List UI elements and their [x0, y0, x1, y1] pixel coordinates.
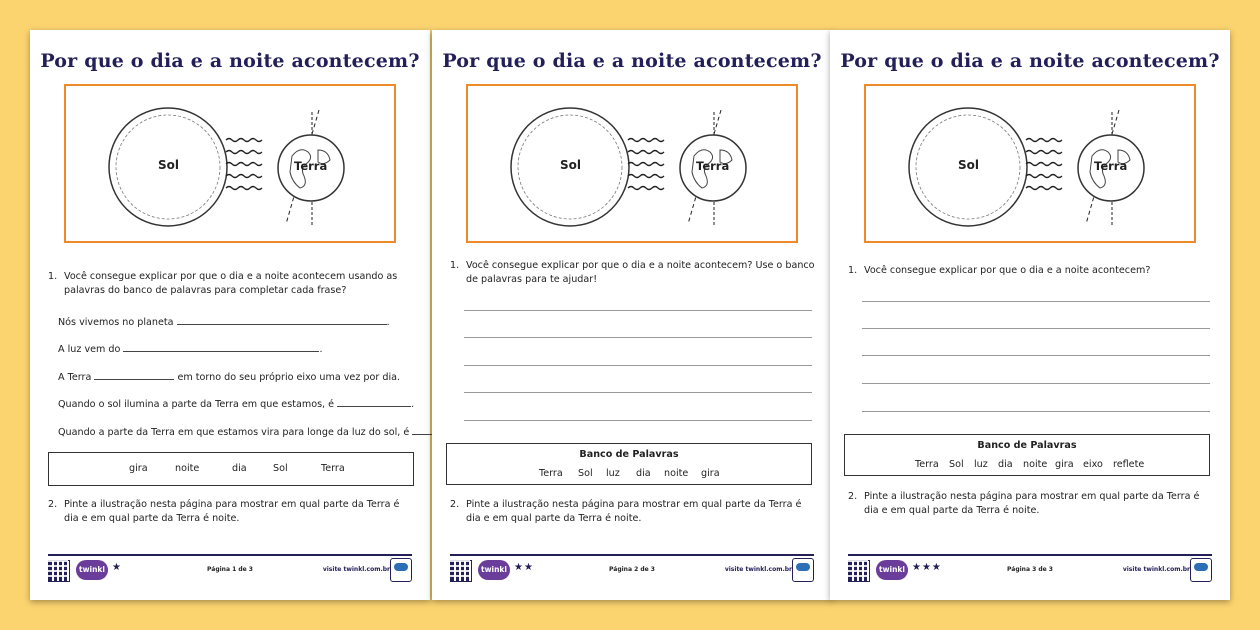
answer-line[interactable] — [464, 392, 812, 393]
word-bank-word: luz — [974, 459, 988, 470]
question-2: 2. Pinte a ilustração nesta página para mostrar em qual parte da Terra é dia e em qual parte da Terra é noite. — [450, 499, 802, 524]
sun-label: Sol — [560, 158, 581, 172]
earth-label: Terra — [294, 159, 328, 173]
word-bank — [844, 434, 1210, 476]
footer-divider — [48, 554, 412, 556]
word-bank-word: reflete — [1113, 459, 1145, 470]
word-bank-word: dia — [232, 463, 247, 474]
page-title: Por que o dia e a noite acontecem? — [442, 50, 822, 72]
badge-icon — [1190, 558, 1212, 582]
sun-earth-illustration — [64, 84, 396, 243]
sentence-light: A luz vem do . — [58, 341, 323, 355]
badge-icon — [792, 558, 814, 582]
earth-label: Terra — [696, 159, 730, 173]
answer-line[interactable] — [862, 328, 1210, 329]
answer-line[interactable] — [464, 365, 812, 366]
difficulty-stars: ★ — [112, 562, 122, 573]
word-bank-title: Banco de Palavras — [977, 440, 1077, 451]
answer-line[interactable] — [862, 383, 1210, 384]
page-title: Por que o dia e a noite acontecem? — [840, 50, 1220, 72]
word-bank-word: Terra — [539, 468, 563, 479]
page-number: Página 3 de 3 — [1007, 566, 1053, 573]
worksheet-page-2 — [432, 30, 832, 600]
word-bank-title: Banco de Palavras — [579, 449, 679, 460]
earth-label: Terra — [1094, 159, 1128, 173]
website-link[interactable]: visite twinkl.com.br — [1122, 566, 1190, 573]
word-bank-word: Terra — [915, 459, 939, 470]
word-bank — [446, 443, 812, 485]
answer-line[interactable] — [464, 337, 812, 338]
difficulty-stars: ★★ — [514, 562, 534, 573]
twinkl-logo: twinkl — [478, 560, 510, 580]
question-1: 1. Você consegue explicar por que o dia e a noite acontecem? — [848, 265, 1151, 276]
sentence-rotation: A Terra em torno do seu próprio eixo uma vez por dia. — [58, 369, 400, 383]
website-link[interactable]: visite twinkl.com.br — [724, 566, 792, 573]
answer-line[interactable] — [464, 420, 812, 421]
sun-label: Sol — [158, 158, 179, 172]
word-bank — [48, 452, 414, 486]
word-bank-word: eixo — [1083, 459, 1103, 470]
answer-line[interactable] — [862, 301, 1210, 302]
page-title: Por que o dia e a noite acontecem? — [40, 50, 420, 72]
blank-input[interactable] — [337, 396, 411, 407]
word-bank-word: Terra — [321, 463, 345, 474]
word-bank-word: noite — [175, 463, 200, 474]
sentence-planet: Nós vivemos no planeta . — [58, 314, 390, 328]
difficulty-stars: ★★★ — [912, 562, 942, 573]
answer-line[interactable] — [862, 355, 1210, 356]
footer-divider — [450, 554, 814, 556]
footer-divider — [848, 554, 1212, 556]
worksheet-page-1 — [30, 30, 430, 600]
question-1: 1. Você consegue explicar por que o dia e a noite acontecem? Use o banco de palavras para te ajudar! — [450, 260, 815, 285]
sun-earth-drawing — [866, 86, 1198, 245]
page-number: Página 1 de 3 — [207, 566, 253, 573]
sentence-night: Quando a parte da Terra em que estamos vira para longe da luz do sol, é — [58, 424, 443, 438]
twinkl-logo: twinkl — [76, 560, 108, 580]
twinkl-logo: twinkl — [876, 560, 908, 580]
website-link[interactable]: visite twinkl.com.br — [322, 566, 390, 573]
blank-input[interactable] — [123, 341, 319, 352]
blank-input[interactable] — [177, 314, 387, 325]
word-bank-word: Sol — [949, 459, 964, 470]
badge-icon — [390, 558, 412, 582]
light-rays — [226, 139, 262, 190]
word-bank-word: dia — [998, 459, 1013, 470]
question-1: 1. Você consegue explicar por que o dia e a noite acontecem usando as palavras do banco de palavras para completar cada frase? — [48, 271, 398, 296]
answer-line[interactable] — [862, 411, 1210, 412]
word-bank-word: noite — [664, 468, 689, 479]
page-number: Página 2 de 3 — [609, 566, 655, 573]
word-bank-word: Sol — [273, 463, 288, 474]
sentence-day: Quando o sol ilumina a parte da Terra em que estamos, é . — [58, 396, 414, 410]
word-bank-word: gira — [1055, 459, 1074, 470]
word-bank-word: dia — [636, 468, 651, 479]
word-bank-word: noite — [1023, 459, 1048, 470]
sun-earth-drawing — [468, 86, 800, 245]
word-bank-word: gira — [701, 468, 720, 479]
word-bank-word: gira — [129, 463, 148, 474]
worksheet-page-3 — [830, 30, 1230, 600]
sun-label: Sol — [958, 158, 979, 172]
sun-earth-illustration — [466, 84, 798, 243]
word-bank-word: Sol — [578, 468, 593, 479]
answer-line[interactable] — [464, 310, 812, 311]
question-2: 2. Pinte a ilustração nesta página para mostrar em qual parte da Terra é dia e em qual parte da Terra é noite. — [48, 499, 400, 524]
blank-input[interactable] — [94, 369, 174, 380]
sun-earth-illustration — [864, 84, 1196, 243]
sun-earth-drawing — [66, 86, 398, 245]
question-2: 2. Pinte a ilustração nesta página para mostrar em qual parte da Terra é dia e em qual parte da Terra é noite. — [848, 491, 1200, 516]
word-bank-word: luz — [606, 468, 620, 479]
